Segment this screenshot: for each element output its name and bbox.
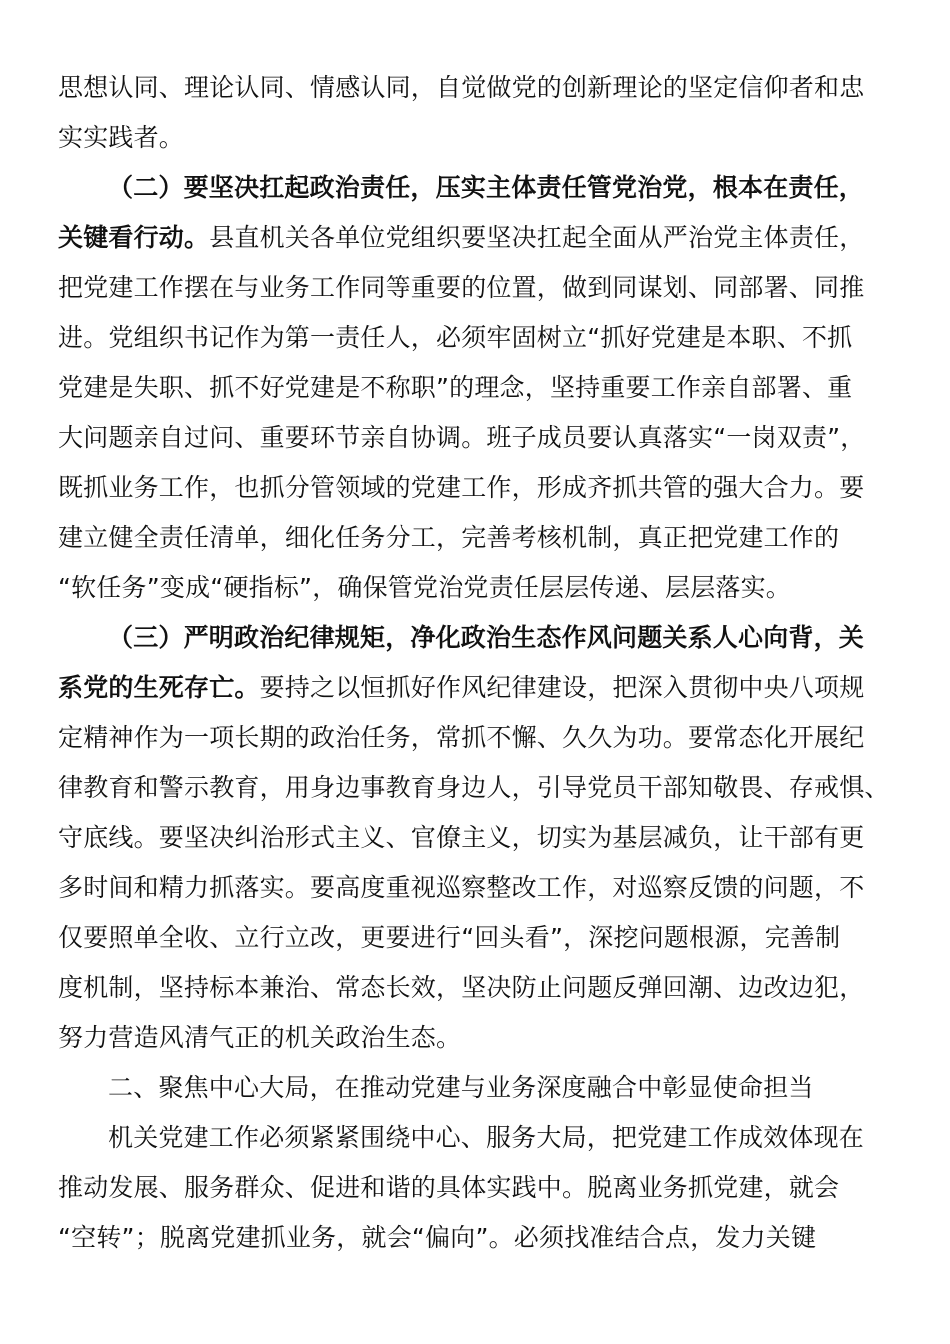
- text-line: [58, 363, 880, 413]
- text-line: [58, 863, 880, 913]
- text-segment: 思想认同、理论认同、情感认同，自觉做党的创新理论的坚定信仰者和忠: [58, 73, 865, 102]
- text-segment: 律教育和警示教育，用身边事教育身边人，引导党员干部知敬畏、存戒惧、: [58, 773, 890, 802]
- text-segment: 多时间和精力抓落实。要高度重视巡察整改工作，对巡察反馈的问题，不: [58, 873, 865, 902]
- text-segment: 定精神作为一项长期的政治任务，常抓不懈、久久为功。要常态化开展纪: [58, 723, 865, 752]
- text-line: [58, 313, 880, 363]
- section-heading-2: [58, 163, 880, 213]
- text-line: [58, 563, 880, 613]
- document-page: [58, 63, 890, 1263]
- text-segment: 进。党组织书记作为第一责任人，必须牢固树立“抓好党建是本职、不抓: [58, 323, 853, 352]
- text-segment: “软任务”变成“硬指标”，确保管党治党责任层层传递、层层落实。: [58, 573, 792, 602]
- text-line: [58, 763, 890, 813]
- section-heading-two: [58, 1063, 880, 1113]
- text-segment: 努力营造风清气正的机关政治生态。: [58, 1023, 462, 1052]
- text-segment: 要持之以恒抓好作风纪律建设，把深入贯彻中央八项规: [259, 673, 865, 702]
- text-line: [58, 263, 880, 313]
- text-line: [58, 513, 880, 563]
- text-line: [58, 713, 880, 763]
- text-line: [58, 1113, 880, 1163]
- text-line: [58, 663, 880, 713]
- text-segment: 建立健全责任清单，细化任务分工，完善考核机制，真正把党建工作的: [58, 523, 840, 552]
- text-line: [58, 813, 880, 863]
- heading-text: 二、聚焦中心大局，在推动党建与业务深度融合中彰显使命担当: [108, 1073, 814, 1102]
- text-segment: 守底线。要坚决纠治形式主义、官僚主义，切实为基层减负，让干部有更: [58, 823, 865, 852]
- text-line: [58, 113, 880, 163]
- text-segment: 度机制，坚持标本兼治、常态长效，坚决防止问题反弹回潮、边改边犯，: [58, 973, 865, 1002]
- heading-text: （二）要坚决扛起政治责任，压实主体责任管党治党，根本在责任，: [108, 173, 865, 202]
- text-line: [58, 213, 880, 263]
- heading-text-continued: 系党的生死存亡。: [58, 673, 260, 702]
- text-segment: 机关党建工作必须紧紧围绕中心、服务大局，把党建工作成效体现在: [108, 1123, 865, 1152]
- text-line: [58, 913, 880, 963]
- text-segment: 把党建工作摆在与业务工作同等重要的位置，做到同谋划、同部署、同推: [58, 273, 865, 302]
- text-segment: 仅要照单全收、立行立改，更要进行“回头看”，深挖问题根源，完善制: [58, 923, 841, 952]
- text-line: [58, 1213, 880, 1263]
- text-line: [58, 413, 880, 463]
- text-line: [58, 63, 880, 113]
- text-line: [58, 1013, 880, 1063]
- text-segment: 党建是失职、抓不好党建是不称职”的理念，坚持重要工作亲自部署、重: [58, 373, 853, 402]
- text-segment: 县直机关各单位党组织要坚决扛起全面从严治党主体责任，: [209, 223, 865, 252]
- text-line: [58, 963, 880, 1013]
- section-heading-3: [58, 613, 880, 663]
- text-line: [58, 463, 880, 513]
- heading-text-continued: 关键看行动。: [58, 223, 210, 252]
- text-segment: 既抓业务工作，也抓分管领域的党建工作，形成齐抓共管的强大合力。要: [58, 473, 865, 502]
- heading-text: （三）严明政治纪律规矩，净化政治生态作风问题关系人心向背，关: [108, 623, 865, 652]
- text-segment: 实实践者。: [58, 123, 185, 152]
- text-segment: 推动发展、服务群众、促进和谐的具体实践中。脱离业务抓党建，就会: [58, 1173, 840, 1202]
- text-line: [58, 1163, 880, 1213]
- text-segment: “空转”；脱离党建抓业务，就会“偏向”。必须找准结合点，发力关键: [58, 1223, 817, 1252]
- text-segment: 大问题亲自过问、重要环节亲自协调。班子成员要认真落实“一岗双责”，: [58, 423, 866, 452]
